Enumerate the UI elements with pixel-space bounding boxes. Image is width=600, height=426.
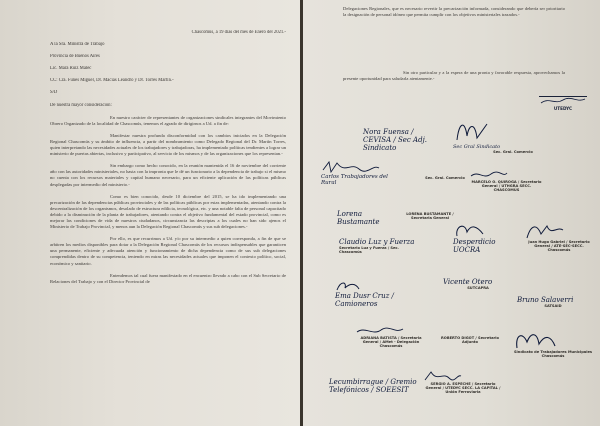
signature-block: SERGIO A. ESPECHE / Secretario General / UTEDYC SECC. LA CAPITAL / Unión Ferroviaria <box>423 370 503 395</box>
signature-scribble-icon <box>539 97 587 105</box>
addressee-line: Lic. Mara Ruiz Malec <box>50 66 92 72</box>
letter-paragraph: En nuestro carácter de representantes de organizaciones sindicales integrantes del Movimiento Obrero Organizado de la localidad de Chascomús, tenemos el agrado de dirigirnos a Ud. a fin de: <box>50 114 286 126</box>
signature-block: Vicente Otero SUTCAPRA <box>443 278 493 290</box>
signature-block: Sec Gral Sindicato Sec. Gral. Comercio <box>453 118 573 154</box>
letter-paragraph: Entendemos tal cual fuera manifestado en el encuentro llevado a cabo con el Sub Secretario de Relaciones del Trabajo y con el Director Provincial de <box>50 272 286 284</box>
signature-scribble-icon <box>513 330 559 350</box>
signature-block: Lorena Bustamante <box>337 210 380 226</box>
signature-scribble-icon <box>355 326 405 336</box>
signature-block: Lecumbirrague / Gremio Telefónicos / SOEESIT <box>329 378 417 394</box>
letter-greeting: De nuestra mayor consideración: <box>50 102 112 108</box>
letter-paragraph: Como es bien conocido, desde 10 diciembre del 2015, se ha ido implementando una precarización de las dependencias públicas provinciales y de las políticas públicas por estas implementadas, atentando contra la descentralización de los organismos, desolado de estructura edilicia, tecnológica, etc. y una notable falta de personal capacitado debido a la disminución de la planta de trabajadores, atentando contra el objetivo fundamental del estado provincial, como es mejorar las condiciones de vida de nuestros ciudadanos, circunstancia las descriptas a los cuales no han sido ajenos el Ministerio de Trabajo Provincial, y menos aun la Delegación Regional Chascomús y sus sub delegaciones.- <box>50 193 286 230</box>
signature-scribble-icon <box>523 222 567 240</box>
signature-block: MARCELO O. QUIROGA / Secretario General / UTHGRA SECC. CHASCOMÚS <box>469 170 544 193</box>
signature-block: Sec. Gral. Comercio <box>425 176 465 180</box>
signature-scribble-icon <box>453 118 493 144</box>
addressee-line: A la Sra. Ministra de Trabajo <box>50 42 105 48</box>
signature-scribble-icon <box>423 370 463 382</box>
signature-block: ADRIANA BATISTA / Secretaria General / AMet - Delegación Chascomús <box>355 326 427 349</box>
signature-block: LORENA BUSTAMANTE / Secretaria General <box>406 212 454 221</box>
letter-date: Chascomús, a 19 días del mes de Enero del 2021.- <box>191 30 286 35</box>
addressee-line: S/D <box>50 90 58 96</box>
signature-block: Ema Dusr Cruz / Camioneros <box>335 280 425 308</box>
letter-paragraph: Manifestar nuestra profunda disconformidad con los cambios iniciados en la Delegación Regional Chascomús y su ámbito de influencia, a partir del nombramiento como Delegado Regional del Dr. Martín Torres, quien interpretando las necesidades actuales de los trabajadores y trabajadoras, ha implementado políticas tendientes a lograr un ministerio de puertas abiertas, inclusivo y participativo, al servicio de los mismos y de las organizaciones que los representan.- <box>50 132 286 157</box>
addressee-line: CC: Cra. Funes Miguel, Dr. Macias Leandro y Dr. Torres Martín.- <box>50 78 174 84</box>
signature-scribble-icon <box>469 170 509 180</box>
signature-block: Juan Hugo Gabriel / Secretario General / ATE-SEC-SECC. Chascomús <box>523 222 595 253</box>
union-stamp: UTEDYC <box>539 96 587 111</box>
letter-paragraph: Por ello, es que recurrimos a Ud. y/o por su intermedio a quien corresponda, a fin de que se arbitren los medios disponibles para dotar a la Delegación Regional Chascomús de los recursos indispensables que garanticen una permanente, eficiente y adecuada atención y funcionamiento de dicha dependencia como de sus sub delegaciones comprendidas dentro de su competencia, teniendo en miras las necesidades actuales que imponen el contexto político, social, económico y sanitario. <box>50 236 286 266</box>
signature-scribble-icon <box>335 280 361 292</box>
signature-scribble-icon <box>321 160 381 174</box>
addressee-line: Provincia de Buenos Aires <box>50 54 100 60</box>
signature-scribble-icon <box>453 222 487 238</box>
signature-block: Nora Fuensa / CEVISA / Sec Adj. Sindicato <box>363 128 427 152</box>
letter-page-right <box>303 0 600 426</box>
signature-block: Bruno Salaverri SATSAID <box>517 296 574 308</box>
letter-closing: Sin otro particular y a la espera de una pronta y favorable respuesta, aprovechamos la presente oportunidad para saludarla atentamente.- <box>343 70 565 82</box>
signature-block: Sindicato de Trabajadores Municipales Chascomús <box>513 330 593 358</box>
letter-paragraph: Delegaciones Regionales, que es necesario revertir la precarización informada, considerando que debería ser prioritario la designación de personal idóneo que permita cumplir con los objetivos ministeriales trazados.- <box>343 6 565 18</box>
signature-block: ROBERTO DIGOT / Secretario Adjunto <box>441 336 499 345</box>
signature-block: Desperdicio UOCRA <box>453 222 513 254</box>
letter-paragraph: Sin embargo como hecho conocido, en la reunión mantenida el 16 de noviembre del corriente año con las autoridades ministeriales, no hasta con la impronta que le dé un funcionario a la dependencia de trabajo si el mismo no cuenta con los recursos materiales y capital humano necesario, para un eficiente aplicación de las políticas públicas desplegadas por intermedio del ministerio.- <box>50 163 286 187</box>
signature-block: Carlos Trabajadores del Rural <box>321 160 391 186</box>
signature-block: Claudio Luz y Fuerza Secretario Luz y Fuerza / Sec. Chascomús <box>339 238 415 255</box>
